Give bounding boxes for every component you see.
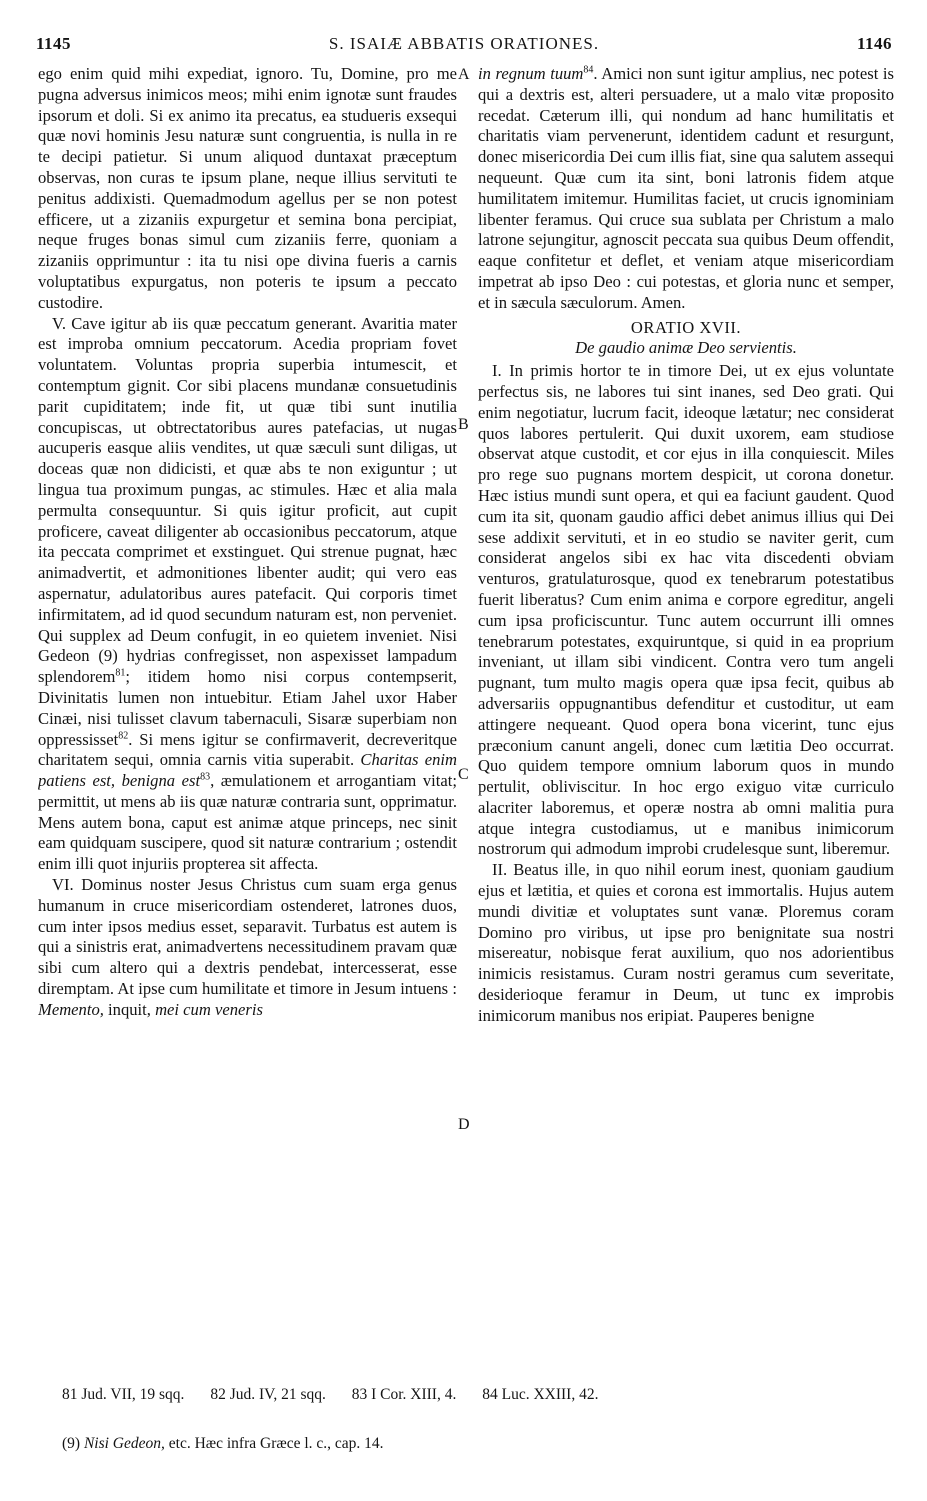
- footnote-ref-81: 81: [115, 667, 126, 679]
- italic-quote: mei cum veneris: [155, 999, 263, 1019]
- text-span: . Si mens igitur se confirmaverit, decreveritque charitatem sequi, omnia carnis vitia superabit.: [38, 729, 457, 770]
- text-span: , æmulationem et arrogantiam vitat; permittit, ut mens ab iis quæ naturæ contraria sunt, opprimatur. Mens autem bona, caput est animæ atque princeps, nec sinit eam quidquam suscipere, quod sit naturæ contrarium ; ostendit enim illi quot injuriis propterea sit affecta.: [38, 771, 457, 874]
- page-number-left: 1145: [36, 34, 72, 53]
- text-span: V. Cave igitur ab iis quæ peccatum generant. Avaritia mater est improba omnium peccatorum. Acedia propriam fovet voluntatem. Voluntas propria superbia intumescit, et contemptum gignit. Cor sibi placens mundanæ consuetudinis parit cupiditatem; inde fit, ut quæ tibi sunt inutilia concupiscas, ut obtrectatoribus aures patefacias, ut nugas aucuperis easque aliis vendites, ut quæ sæculi sunt diligas, ut doceas quæ non didicisti, et quæ abs te non exiguntur ; ut lingua tua proximum pungas, ac stimules. Hæc et alia mala permulta consequuntur. Si quis igitur proficit, aut cupit proficere, caveat diligenter ab occasionibus peccatorum, atque ita peccata comprimet et exstinguet. Qui strenue pugnat, hæc animadvertit, et admonitiones libenter audit; qui vero eas aspernatur, adulatoribus aures patefacit. Qui corporis timet infirmitatem, ad id quod secundum naturam est, non perveniet. Qui supplex ad Deum confugit, in eo quietem inveniet. Nisi Gedeon (9) hydrias confregisset, non aspexisset lampadum splendorem: [38, 313, 457, 687]
- editor-note: [62, 1434, 892, 1454]
- text-span: ; itidem homo nisi corpus contempserit, Divinitatis lumen non intuebitur. Etiam Jahel uxor Haber Cinæi, nisi tulisset clavum tabernaculi, Sisaræ superbiam non oppressisset: [38, 667, 457, 749]
- running-title: S. ISAIÆ ABBATIS ORATIONES.: [328, 34, 600, 53]
- margin-marker-b: B: [458, 416, 469, 433]
- italic-quote: in regnum tuum: [478, 64, 584, 83]
- editor-note-text: etc. Hæc infra Græce l. c., cap. 14.: [168, 1435, 384, 1452]
- editor-note-italic: Nisi Gedeon,: [83, 1435, 165, 1452]
- text-span: VI. Dominus noster Jesus Christus cum suam erga genus humanum in cruce misericordiam ostenderet, latrones duos, cum inter ipsos medius esset, separavit. Turbatus est autem is qui a sinistris erat, animadvertens necessitudinem pravam quæ sibi cum altero qui a dextris pendebat, intercesserat, esse diremptam. At ipse cum humilitate et timore in Jesum intuens :: [38, 875, 457, 999]
- text-span: . Amici non sunt igitur amplius, nec potest is qui a dextris est, alteri persuadere, ut a malo vitæ proposito recedat. Cæterum illi, qui nondum ad hanc humilitatis et charitatis viam pervenerunt, identidem cadunt et resurgunt, donec misericordia Dei cum illis fiat, sine qua salutem assequi nequeunt. Quæ cum ita sint, boni latronis fidem atque humilitatem imitemur. Humilitas faciet, ut crucis ignominiam libenter feramus. Qui cruce sua sublata per Christum a malo latrone sejungitur, agnoscit peccata sua quibus Deum offendit, eaque confitetur et deflet, et veniam atque misericordiam impetrat ab ipso Deo : cui potestas, et gloria nunc et semper, et in sæcula sæculorum. Amen.: [478, 64, 894, 312]
- running-header: [36, 34, 892, 58]
- text-span: inquit,: [108, 999, 151, 1019]
- right-paragraph-2: I. In primis hortor te in timore Dei, ut ex ejus voluntate perfectus sis, ne labores tui sint inanes, sed Deo grati. Qui enim negotiatur, lucrum facit, ideoque lætatur; nec considerat quos labores pertulerit. Qui duxit uxorem, eam studiose observat atque custodit, et cor ejus in illa conquiescit. Miles pro rege suo pugnans mortem despicit, ut corona donetur. Hæc istius mundi sunt opera, et qui ea faciunt gaudent. Quod cum ita sit, quonam gaudio affici debet animus illius qui Dei sese addixit servituti, et in eo studio se naviter gerit, cum considerat angelos sibi ex hac vita discedenti obviam venturos, gratulaturosque, quod ex tenebrarum potestatibus fuerit liberatus? Cum enim anima e corpore egreditur, angeli cum ipsa proficiscuntur. Tunc autem occurrunt illi omnes tenebrarum potestates, exquiruntque, si quid in ea proprium inveniant, ut illam sibi vindicent. Contra vero tum angeli pugnant, tum multo magis opera quæ ipsa fecit, quibus ab adversariis oppugnantibus defenditur et custoditur, ut eam attingere nequeant. Quod opera bona vicerint, tunc ejus præconium canunt angeli, donec cum lætitia Deo occurrat. Quo quidem tempore omnium laborum quos in mundo pertulit, obliviscitur. In hoc ergo exiguo vitæ curriculo alacriter laboremus, et operæ nostra ab omni malitia pura atque integra custodiamus, ut e manibus inimicorum nostrorum qui admodum improbi crudelesque sunt, liberemur.: [478, 361, 894, 859]
- page-number-right: 1146: [856, 34, 892, 53]
- right-paragraph-1: [478, 64, 894, 314]
- margin-marker-a: A: [458, 66, 470, 83]
- margin-marker-d: D: [458, 1116, 470, 1133]
- left-paragraph-1: ego enim quid mihi expediat, ignoro. Tu, Domine, pro me pugna adversus inimicos meos; mihi enim ignotæ sunt fraudes ipsorum et doli. Si ex animo ita precatus, ea studueris exsequi quæ novi hominis Jesu naturæ sunt congruentia, is nulla in re te decipi patietur. Si unum aliquod duntaxat præceptum observas, non curas te ipsum plane, neque illius servituti te penitus addixisti. Quemadmodum agellus per se non potest efficere, ut a zizaniis expurgetur et semina bona percipiat, neque fruges bonas simul cum zizaniis ferre, quoniam a zizaniis opprimuntur : ita tu nisi ope divina fueris a carnis voluptatibus expurgatus, non poteris te ipsum a peccato custodire.: [38, 64, 457, 312]
- footnote-84: 84 Luc. XXIII, 42.: [482, 1386, 599, 1403]
- footnotes: [62, 1385, 892, 1405]
- editor-note-number: (9): [62, 1435, 81, 1452]
- oratio-subtitle: De gaudio animæ Deo servientis.: [575, 338, 797, 358]
- left-paragraph-3: [38, 875, 457, 1021]
- footnote-ref-83: 83: [200, 771, 211, 783]
- footnote-ref-84: 84: [583, 64, 594, 76]
- footnote-ref-82: 82: [118, 729, 129, 741]
- italic-quote: Memento,: [38, 999, 104, 1019]
- italic-quote: Charitas enim patiens est, benigna est: [38, 750, 457, 791]
- left-column: [38, 64, 457, 1374]
- right-column: [478, 64, 894, 1374]
- right-paragraph-3: II. Beatus ille, in quo nihil eorum inest, quoniam gaudium ejus et lætitia, et quies et corona est immortalis. Hujus autem mundi divitiæ et voluptates sunt vanæ. Ploremus coram Domino pro viribus, ut ipse pro benignitate sua nostri misereatur, nobisque ferat auxilium, quo nos adorientibus inimicis resistamus. Curam nostri geramus cum severitate, desiderioque feramur in Deum, ut tunc ex improbis inimicorum manibus nos eripiat. Pauperes benigne: [478, 860, 894, 1025]
- oratio-title: ORATIO XVII.: [630, 317, 742, 337]
- footnote-82: 82 Jud. IV, 21 sqq.: [210, 1386, 326, 1403]
- footnote-83: 83 I Cor. XIII, 4.: [351, 1386, 457, 1403]
- left-paragraph-2: [38, 314, 457, 876]
- margin-marker-c: C: [458, 766, 469, 783]
- footnote-81: 81 Jud. VII, 19 sqq.: [62, 1386, 185, 1403]
